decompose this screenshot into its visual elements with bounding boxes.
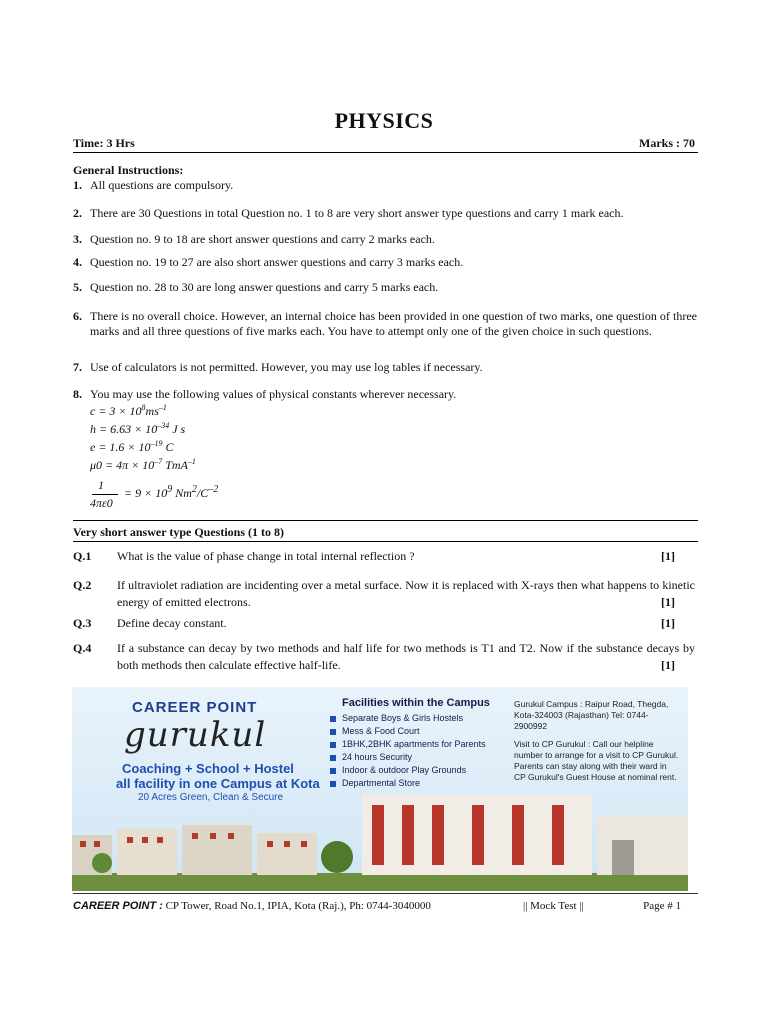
- brand-name: CAREER POINT: [132, 699, 258, 716]
- marks-label: Marks : 70: [639, 136, 695, 150]
- instructions-heading: General Instructions:: [73, 163, 184, 177]
- section-rule-bottom: [73, 541, 698, 542]
- facility-item: Mess & Food Court: [330, 726, 420, 736]
- time-label: Time: 3 Hrs: [73, 136, 135, 150]
- facility-item: Indoor & outdoor Play Grounds: [330, 765, 466, 775]
- instruction-item: 4. Question no. 19 to 27 are also short answer questions and carry 3 marks each.: [73, 255, 464, 269]
- footer-rule: [73, 893, 698, 894]
- question-item: Q.4 If a substance can decay by two methods and half life for two methods is T1 and T2. Now if the substance decays by both methods then calculate effective half-life. [1]: [73, 641, 695, 672]
- constant-c: $c = 3 \times 10^8ms^{-1}$: [90, 403, 167, 418]
- gurukul-logo: gurukul: [124, 715, 267, 755]
- visit-info: Visit to CP Gurukul : Call our helpline number to arrange for a visit to CP Gurukul. Parents can stay along with their ward in CP Gurukul's Guest House at nominal rent.: [514, 739, 679, 782]
- campus-address: Gurukul Campus : Raipur Road, Thegda, Kota-324003 (Rajasthan) Tel: 0744-2900992: [514, 699, 669, 731]
- instruction-item: 7. Use of calculators is not permitted. However, you may use log tables if necessary.: [73, 360, 483, 374]
- page-title: PHYSICS: [334, 108, 434, 133]
- footer-brand: CAREER POINT :: [73, 900, 163, 912]
- instruction-item: 1. All questions are compulsory.: [73, 178, 234, 192]
- tagline-1: Coaching + School + Hostel: [122, 761, 294, 776]
- exam-page: PHYSICS Time: 3 Hrs Marks : 70 General Instructions: 1. All questions are compulsory. 2. There are 30 Questions in total Question no. 1 to 8 are very short answer type questions and carry 1 mark each. 3. Question no. 9 to 18 are short answer questions and carry 2 marks each. 4. Question no. 19 to 27 are also short answer questions and carry 3 marks each. 5. Question no. 28 to 30 are long answer questions and carry 5 marks each. 6. There is no overall choice. However, an internal choice has been provided in one question of two marks, one question of three marks and all three questions of five marks each. You have to attempt only one of the given choice in such questions. 7. Use of calculators is not permitted. However, you may use log tables if necessary. 8. You may use the following values of physical constants wherever necessary. $c = 3 \times 10^8ms^{-1}$ $h = 6.63 \times 10^{-34}$ J s $e = 1.6 \times 10^{-19}$ C $\mu 0 = 4\pi \times 10^{-7}$ TmA$^{-1}$ 1 4πε0 = $9 \times 10^9$ $Nm^2/C^{-2}$ Very short answer type Questions (1 to 8) Q.1 What is the value of phase change in total internal reflection ? [1] Q.2 If ultraviolet radiation are incidenting over a metal surface. Now it is replaced with X-rays then what happens to kinetic energy of emitted electrons. [1] Q.3 Define decay constant. [1] Q.4 If a substance can decay by two methods and half life for two methods is T1 and T2. Now if the substance decays by both methods then calculate effective half-life. [1] CAREER POINT gurukul Coaching + School + Hostel all facility in one Campus at Kota 20 Acres Green, Clean & Secure Facilities within the Campus Separate Boys & Girls Hostels Mess & Food Court 1BHK,2BHK apartments for Parents 24 hours Security Indoor & outdoor Play Grounds Departmental Store Gurukul Campus : Raipur Road, Thegda, Kota-324003 (Rajasthan) Tel: 0744-2900992 Visit to CP Gurukul : Call our helpline number to arrange for a visit to CP Gurukul. Parents can stay along with their ward in CP Gurukul's Guest House at nominal rent. CAREER POINT : CP Tower, Road No.1, IPIA, Kota (Raj.), Ph: 0744-3040000 || Mock Test || Page # 1: [0, 0, 768, 1024]
- question-item: Q.1 What is the value of phase change in total internal reflection ? [1]: [73, 549, 675, 563]
- page-number: Page # 1: [643, 900, 681, 912]
- gurukul-advert: [72, 687, 688, 891]
- footer-mock-test: || Mock Test ||: [523, 900, 584, 912]
- header-rule: [73, 152, 698, 153]
- instruction-item: 6. There is no overall choice. However, an internal choice has been provided in one question of two marks, one question of three marks and all three questions of five marks each. You have to attempt only one of the given choice in such questions.: [73, 309, 697, 338]
- facility-item: Departmental Store: [330, 778, 420, 788]
- constant-e: $e = 1.6 \times 10^{-19}$ C: [90, 439, 174, 454]
- instruction-item: 8. You may use the following values of physical constants wherever necessary.: [73, 387, 457, 401]
- instruction-item: 5. Question no. 28 to 30 are long answer questions and carry 5 marks each.: [73, 280, 439, 294]
- constant-h: $h = 6.63 \times 10^{-34}$ J s: [90, 421, 186, 436]
- question-item: Q.3 Define decay constant. [1]: [73, 616, 675, 630]
- footer: [73, 900, 695, 912]
- question-item: Q.2 If ultraviolet radiation are incidenting over a metal surface. Now it is replaced with X-rays then what happens to kinetic energy of emitted electrons. [1]: [73, 578, 695, 609]
- footer-address: CP Tower, Road No.1, IPIA, Kota (Raj.), Ph: 0744-3040000: [162, 900, 431, 912]
- facility-item: Separate Boys & Girls Hostels: [330, 713, 463, 723]
- tagline-2: all facility in one Campus at Kota: [116, 776, 320, 791]
- facilities-heading: Facilities within the Campus: [342, 697, 490, 709]
- instruction-item: 2. There are 30 Questions in total Question no. 1 to 8 are very short answer type questions and carry 1 mark each.: [73, 206, 624, 220]
- facility-item: 1BHK,2BHK apartments for Parents: [330, 739, 486, 749]
- exam-meta: [73, 136, 695, 151]
- constant-mu0: $\mu 0 = 4\pi \times 10^{-7}$ TmA$^{-1}$: [90, 457, 196, 472]
- tagline-3: 20 Acres Green, Clean & Secure: [138, 792, 284, 803]
- section-heading: Very short answer type Questions (1 to 8): [73, 525, 284, 539]
- instruction-item: 3. Question no. 9 to 18 are short answer questions and carry 2 marks each.: [73, 232, 435, 246]
- campus-buildings-illustration: [72, 795, 688, 891]
- section-rule-top: [73, 520, 698, 521]
- facility-item: 24 hours Security: [330, 752, 412, 762]
